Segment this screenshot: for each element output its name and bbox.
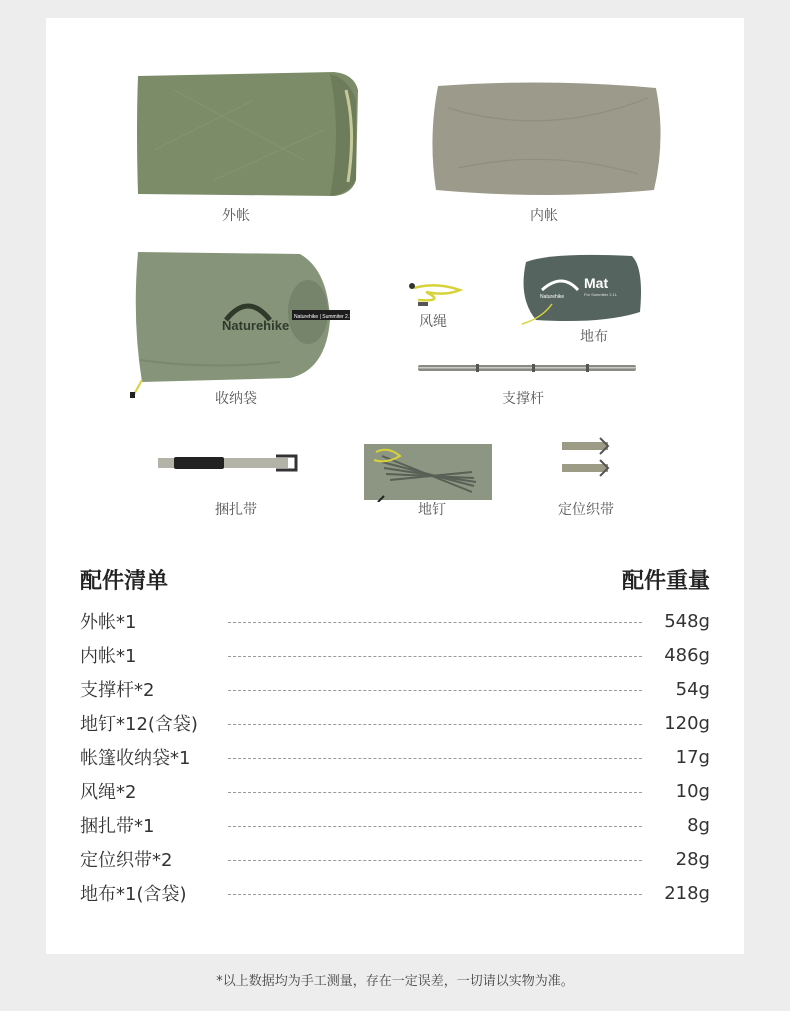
- item-weight: 548g: [664, 610, 710, 632]
- support-pole-caption: 支撑杆: [502, 391, 544, 407]
- item-name: 风绳*2: [80, 782, 137, 803]
- list-item: [80, 672, 710, 706]
- leader-dots: [228, 826, 642, 827]
- item-weight: 17g: [675, 746, 710, 768]
- list-item: [80, 740, 710, 774]
- leader-dots: [228, 656, 642, 657]
- inner-tent-caption: 内帐: [530, 208, 558, 224]
- mat-sub-text: For Summiter 2.1L: [584, 292, 618, 297]
- list-item: [80, 774, 710, 808]
- stakes-image: [362, 442, 494, 502]
- leader-dots: [228, 792, 642, 793]
- strap-caption: 捆扎带: [215, 502, 257, 518]
- stakes-caption: 地钉: [418, 502, 446, 518]
- ground-mat-image: [512, 248, 652, 328]
- item-name: 地钉*12(含袋): [80, 714, 198, 735]
- leader-dots: [228, 724, 642, 725]
- ground-mat-caption: 地布: [580, 329, 608, 345]
- accessory-weight-title: 配件重量: [621, 569, 710, 594]
- leader-dots: [228, 894, 642, 895]
- item-weight: 486g: [664, 644, 710, 666]
- leader-dots: [228, 860, 642, 861]
- list-item: [80, 876, 710, 910]
- item-name: 定位织带*2: [80, 850, 173, 871]
- list-item: [80, 638, 710, 672]
- item-weight: 218g: [664, 882, 710, 904]
- mat-brand-text: Naturehike: [540, 294, 565, 300]
- product-card: [46, 18, 744, 954]
- item-name: 地布*1(含袋): [80, 884, 187, 905]
- strap-image: [156, 454, 298, 472]
- bag-tag-text: Naturehike | Summiter 2.1L: [294, 314, 355, 320]
- outer-tent-caption: 外帐: [222, 208, 250, 224]
- item-name: 内帐*1: [80, 646, 137, 667]
- item-weight: 54g: [675, 678, 710, 700]
- item-weight: 10g: [675, 780, 710, 802]
- item-name: 捆扎带*1: [80, 816, 155, 837]
- inner-tent-image: [428, 78, 668, 198]
- guy-rope-caption: 风绳: [419, 314, 447, 330]
- accessory-list: [80, 604, 710, 910]
- webbing-caption: 定位织带: [558, 502, 614, 518]
- item-weight: 120g: [664, 712, 710, 734]
- guy-rope-image: [406, 280, 466, 310]
- storage-bag-image: [130, 250, 360, 400]
- support-pole-image: [416, 360, 638, 374]
- outer-tent-image: [134, 70, 364, 200]
- item-weight: 28g: [675, 848, 710, 870]
- storage-bag-caption: 收纳袋: [215, 391, 257, 407]
- item-weight: 8g: [687, 814, 710, 836]
- leader-dots: [228, 690, 642, 691]
- list-item: [80, 604, 710, 638]
- list-item: [80, 842, 710, 876]
- bag-brand-text: Naturehike: [222, 318, 290, 333]
- list-header: [80, 564, 710, 594]
- accessory-list-title: 配件清单: [80, 569, 169, 594]
- list-item: [80, 808, 710, 842]
- item-name: 外帐*1: [80, 612, 137, 633]
- leader-dots: [228, 622, 642, 623]
- item-name: 支撑杆*2: [80, 680, 155, 701]
- item-name: 帐篷收纳袋*1: [80, 748, 191, 769]
- list-item: [80, 706, 710, 740]
- leader-dots: [228, 758, 642, 759]
- mat-title-text: Mat: [584, 275, 609, 291]
- footer-disclaimer: *以上数据均为手工测量，存在一定误差，一切请以实物为准。: [216, 974, 574, 989]
- webbing-image: [560, 436, 612, 482]
